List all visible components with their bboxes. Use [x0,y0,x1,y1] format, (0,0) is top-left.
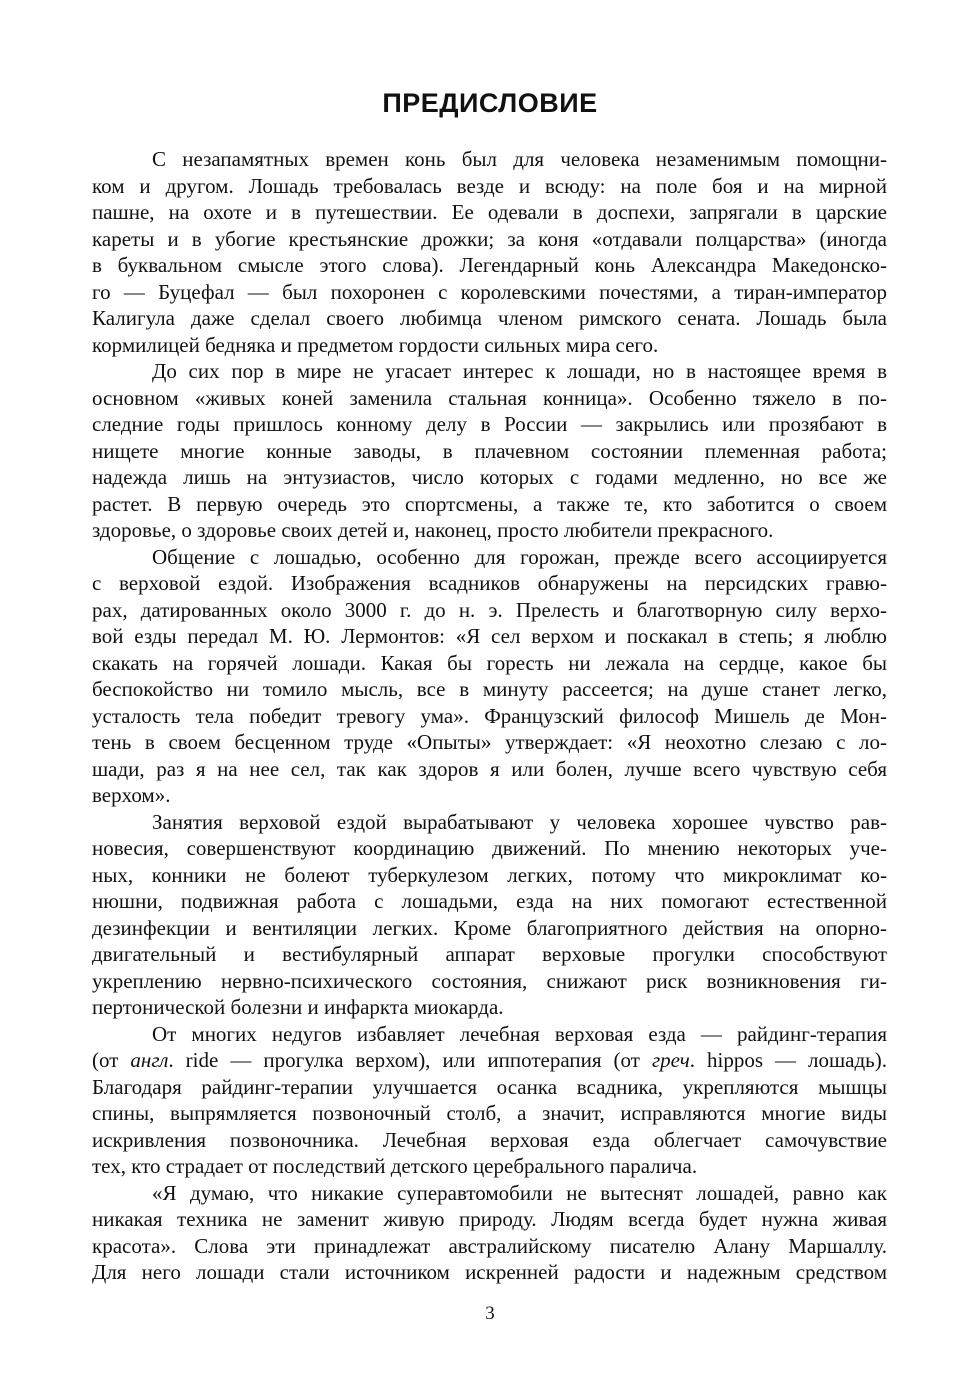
text-segment: . ride — прогулка верхом), или иппотерапия (от [168,1048,652,1072]
text-segment: (от [92,1048,131,1072]
text-line: основном «живых коней заменила стальная конница». Особенно тяжело в по- [92,385,887,410]
text-line: пертонической болезни и инфаркта миокарда. [92,995,504,1019]
paragraph [92,146,887,358]
text-line: растет. В первую очередь это спортсмены, а также те, кто заботится о своем [92,491,887,516]
text-line: Калигула даже сделал своего любимца членом римского сената. Лошадь была [92,306,887,330]
text-line: «Я думаю, что никакие суперавтомобили не вытеснят лошадей, равно как [152,1180,887,1205]
text-line: спины, выпрямляется позвоночный столб, а значит, исправляются многие виды [92,1101,887,1125]
text-line: никакая техника не заменит живую природу. Людям всегда будет нужна живая [92,1207,887,1231]
text-line: Для него лошади стали источником искренней радости и надежным средством [92,1260,887,1284]
paragraph [92,544,887,809]
text-line: с верховой ездой. Изображения всадников обнаружены на персидских гравю- [92,571,887,595]
text-line: здоровье, о здоровье своих детей и, наконец, просто любители прекрасного. [92,518,774,542]
text-line: рах, датированных около 3000 г. до н. э. Прелесть и благотворную силу верхо- [92,597,887,622]
paragraph [92,1180,887,1286]
text-line: ком и другом. Лошадь требовалась везде и всюду: на поле боя и на мирной [92,173,887,198]
text-line: нюшни, подвижная работа с лошадьми, езда на них помогают естественной [92,889,887,913]
text-line: шади, раз я на нее сел, так как здоров я или болен, лучше всего чувствую себя [92,756,887,781]
text-line: тень в своем бесценном труде «Опыты» утверждает: «Я неохотно слезаю с ло- [92,730,887,754]
text-line: вой езды передал М. Ю. Лермонтов: «Я сел верхом и поскакал в степь; я люблю [92,624,887,648]
text-line: дезинфекции и вентиляции легких. Кроме благоприятного действия на опорно- [92,915,887,940]
text-line: красота». Слова эти принадлежат австралийскому писателю Алану Маршаллу. [92,1233,887,1258]
abbreviation: греч [651,1048,690,1072]
text-line: Занятия верховой ездой вырабатывают у человека хорошее чувство рав- [152,809,887,834]
text-line [92,1047,887,1074]
text-line: нищете многие конные заводы, в плачевном состоянии племенная работа; [92,438,887,463]
page-number: 3 [485,1303,495,1324]
text-line: тех, кто страдает от последствий детского церебрального паралича. [92,1154,698,1178]
text-line: усталость тела победит тревогу ума». Французский философ Мишель де Мон- [92,703,887,728]
text-line: новесия, совершенствуют координацию движений. По мнению некоторых уче- [92,836,887,860]
text-line: скакать на горячей лошади. Какая бы горесть ни лежала на сердце, какое бы [92,650,887,675]
body-text [92,146,887,1286]
text-line: ных, конники не болеют туберкулезом легких, потому что микроклимат ко- [92,862,887,887]
text-line: искривления позвоночника. Лечебная верховая езда облегчает самочувствие [92,1127,887,1152]
text-line: С незапамятных времен конь был для человека незаменимым помощни- [152,147,887,171]
text-line: пашне, на охоте и в путешествии. Ее одевали в доспехи, запрягали в царские [92,200,887,224]
text-line: верхом». [92,783,171,807]
text-line: беспокойство ни томило мысль, все в минуту рассеется; на душе станет легко, [92,677,887,701]
abbreviation: англ [130,1048,169,1072]
text-line: надежда лишь на энтузиастов, число которых с годами медленно, но все же [92,465,887,489]
text-line: Общение с лошадью, особенно для горожан, прежде всего ассоциируется [152,544,887,569]
text-line: кареты и в убогие крестьянские дрожки; за коня «отдавали полцарства» (иногда [92,226,887,251]
paragraph [92,809,887,1021]
text-line: в буквальном смысле этого слова). Легендарный конь Александра Македонско- [92,253,887,277]
text-line: го — Буцефал — был похоронен с королевскими почестями, а тиран-император [92,279,887,304]
text-line: До сих пор в мире не угасает интерес к лошади, но в настоящее время в [152,359,887,383]
text-line: двигательный и вестибулярный аппарат верховые прогулки способствуют [92,942,887,966]
text-line: От многих недугов избавляет лечебная верховая езда — райдинг-терапия [152,1021,887,1046]
text-segment: . hippos — лошадь). [689,1048,887,1072]
paragraph [92,358,887,544]
text-line: кормилицей бедняка и предметом гордости сильных мира сего. [92,332,659,357]
text-line: следние годы пришлось конному делу в России — закрылись или прозябают в [92,412,887,436]
text-line: Благодаря райдинг-терапии улучшается осанка всадника, укрепляются мышцы [92,1074,887,1099]
page-title: ПРЕДИСЛОВИЕ [382,88,598,118]
text-line: укреплению нервно-психического состояния, снижают риск возникновения ги- [92,968,887,993]
paragraph [92,1021,887,1180]
